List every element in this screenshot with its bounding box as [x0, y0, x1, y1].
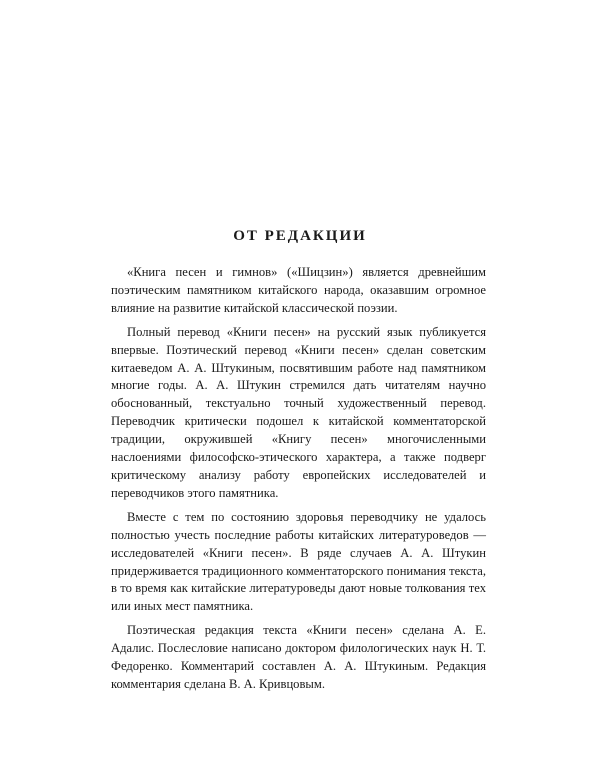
- paragraph-credits: Поэтическая редакция текста «Книги песен» сделана А. Е. Адалис. Послесловие написано доктором филологических наук Н. Т. Федоренко. Комментарий составлен А. А. Штукиным. Редакция комментария сделана В. А. Кривцовым.: [111, 623, 486, 691]
- section-heading: ОТ РЕДАКЦИИ: [233, 228, 367, 244]
- paragraph-intro: «Книга песен и гимнов» («Шицзин») является древнейшим поэтическим памятником китайского народа, оказавшим огромное влияние на развитие китайской классической поэзии.: [111, 265, 486, 315]
- paragraph-translation: Полный перевод «Книги песен» на русский язык публикуется впервые. Поэтический перевод «Книги песен» сделан советским китаеведом А. А. Штукиным, посвятившим работе над памятником многие годы. А. А. Штукин стремился дать читателям научно обоснованный, текстуально точный художественный перевод. Переводчик критически подошел к китайской комментаторской традиции, окружившей «Книгу песен» многочисленными наслоениями философско-этического характера, а также подверг критическому анализу работу европейских исследователей и переводчиков этого памятника.: [111, 324, 486, 500]
- paragraph-limitations: Вместе с тем по состоянию здоровья переводчику не удалось полностью учесть последние работы китайских литературоведов — исследователей «Книги песен». В ряде случаев А. А. Штукин придерживается традиционного комментаторского понимания текста, в то время как китайские литературоведы дают новые толкования тех или иных мест памятника.: [111, 509, 486, 614]
- body-text: [111, 264, 486, 700]
